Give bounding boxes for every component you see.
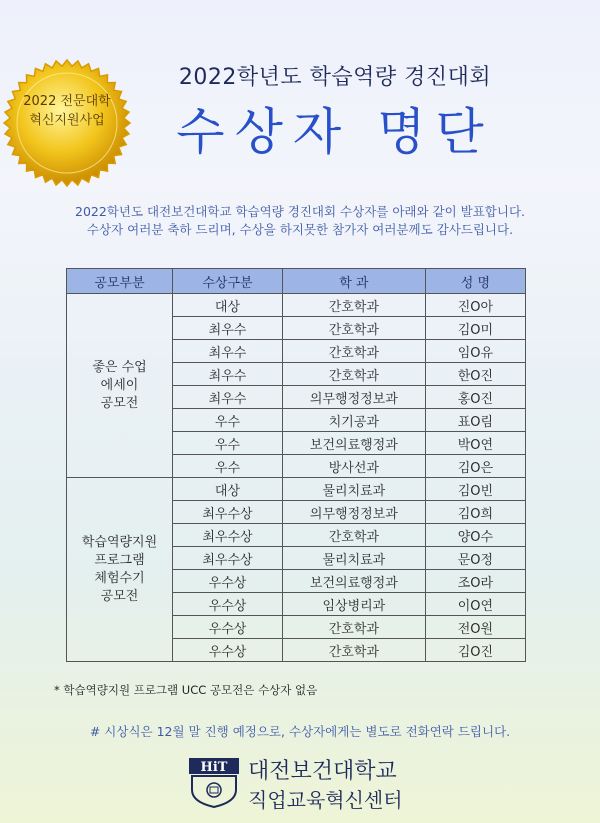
name-cell: 김O진 — [425, 639, 525, 662]
department-cell: 간호학과 — [282, 524, 425, 547]
name-cell: 김O은 — [425, 455, 525, 478]
award-cell: 우수 — [173, 432, 283, 455]
intro-line-1: 2022학년도 대전보건대학교 학습역량 경진대회 수상자를 아래와 같이 발표합니다. — [75, 204, 525, 219]
award-cell: 우수상 — [173, 570, 283, 593]
department-cell: 간호학과 — [282, 317, 425, 340]
award-cell: 최우수상 — [173, 547, 283, 570]
award-cell: 최우수 — [173, 386, 283, 409]
university-logo-icon — [186, 756, 242, 808]
column-header: 수상구분 — [173, 269, 283, 294]
department-cell: 보건의료행정과 — [282, 432, 425, 455]
category-cell: 좋은 수업 에세이 공모전 — [67, 294, 173, 478]
department-cell: 의무행정정보과 — [282, 386, 425, 409]
award-cell: 최우수상 — [173, 524, 283, 547]
column-header: 공모부분 — [67, 269, 173, 294]
name-cell: 임O유 — [425, 340, 525, 363]
name-cell: 박O연 — [425, 432, 525, 455]
award-cell: 우수상 — [173, 593, 283, 616]
column-header: 성 명 — [425, 269, 525, 294]
name-cell: 이O연 — [425, 593, 525, 616]
badge-text — [2, 92, 132, 130]
name-cell: 전O원 — [425, 616, 525, 639]
department-cell: 의무행정정보과 — [282, 501, 425, 524]
category-cell: 학습역량지원 프로그램 체험수기 공모전 — [67, 478, 173, 662]
award-cell: 최우수 — [173, 340, 283, 363]
name-cell: 문O정 — [425, 547, 525, 570]
footnote: * 학습역량지원 프로그램 UCC 공모전은 수상자 없음 — [54, 683, 318, 697]
department-cell: 간호학과 — [282, 363, 425, 386]
page-big-title: 수상자 명단 — [176, 103, 494, 161]
ceremony-notice: # 시상식은 12월 말 진행 예정으로, 수상자에게는 별도로 전화연락 드립니다. — [89, 724, 511, 739]
logo-mark-text: HiT — [200, 760, 228, 775]
department-cell: 물리치료과 — [282, 478, 425, 501]
intro-text — [0, 203, 600, 239]
award-cell: 최우수 — [173, 317, 283, 340]
table-header-row — [67, 269, 526, 294]
table-row — [67, 294, 526, 317]
department-cell: 방사선과 — [282, 455, 425, 478]
award-cell: 우수 — [173, 409, 283, 432]
name-cell: 김O미 — [425, 317, 525, 340]
department-cell: 간호학과 — [282, 340, 425, 363]
award-cell: 최우수 — [173, 363, 283, 386]
intro-line-2: 수상자 여러분 축하 드리며, 수상을 하지못한 참가자 여러분께도 감사드립니다. — [86, 222, 514, 237]
name-cell: 조O라 — [425, 570, 525, 593]
org-name: 대전보건대학교 — [248, 759, 397, 784]
name-cell: 김O희 — [425, 501, 525, 524]
name-cell: 홍O진 — [425, 386, 525, 409]
award-cell: 우수상 — [173, 639, 283, 662]
badge-line-2: 혁신지원사업 — [29, 113, 105, 128]
award-cell: 최우수상 — [173, 501, 283, 524]
table-row — [67, 478, 526, 501]
department-cell: 치기공과 — [282, 409, 425, 432]
org-center-name: 직업교육혁신센터 — [248, 788, 403, 812]
department-cell: 임상병리과 — [282, 593, 425, 616]
department-cell: 간호학과 — [282, 639, 425, 662]
awards-table — [66, 268, 526, 662]
name-cell: 김O빈 — [425, 478, 525, 501]
department-cell: 간호학과 — [282, 294, 425, 317]
department-cell: 물리치료과 — [282, 547, 425, 570]
award-cell: 우수 — [173, 455, 283, 478]
name-cell: 진O아 — [425, 294, 525, 317]
badge-line-1: 2022 전문대학 — [23, 94, 111, 109]
award-cell: 대상 — [173, 294, 283, 317]
award-cell: 우수상 — [173, 616, 283, 639]
column-header: 학 과 — [282, 269, 425, 294]
department-cell: 보건의료행정과 — [282, 570, 425, 593]
name-cell: 한O진 — [425, 363, 525, 386]
name-cell: 양O수 — [425, 524, 525, 547]
department-cell: 간호학과 — [282, 616, 425, 639]
name-cell: 표O림 — [425, 409, 525, 432]
page-title: 2022학년도 학습역량 경진대회 — [178, 65, 492, 90]
award-cell: 대상 — [173, 478, 283, 501]
table-body — [67, 294, 526, 662]
